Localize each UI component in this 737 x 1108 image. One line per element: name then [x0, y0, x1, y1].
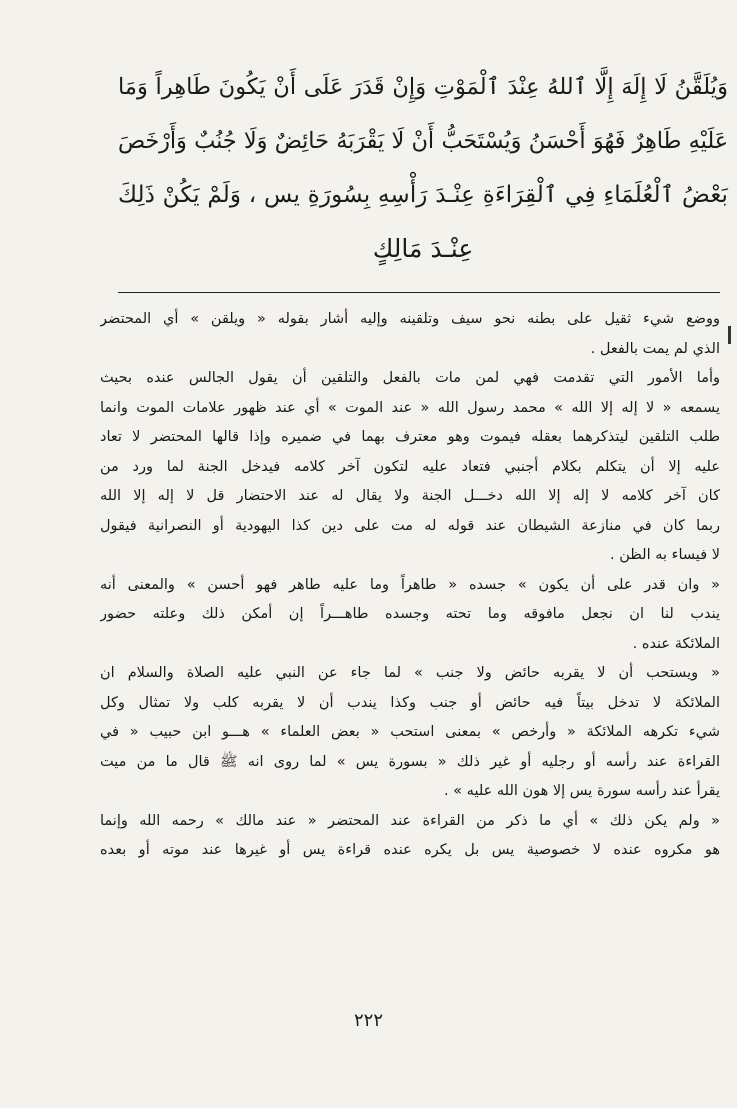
sharh-line: كان آخر كلامه لا إله إلا الله دخـــل الجنة ولا يقال له عند الاحتضار قل لا إله إلا الله	[100, 488, 720, 504]
separator-rule	[118, 292, 720, 293]
sharh-line: ربما كان في منازعة الشيطان عند قوله له مت على دين كذا اليهودية أو النصرانية فيقول	[100, 517, 720, 534]
sharh-line: ووضع شيء ثقيل على بطنه نحو سيف وتلقينه وإليه أشار بقوله « ويلقن » أي المحتضر	[100, 311, 720, 327]
sharh-line: عليه إلا أن يتكلم بكلام أجنبي فتعاد عليه لتكون آخر كلامه فيدخل الجنة لما ورد من	[100, 458, 720, 475]
sharh-line: يسمعه « لا إله إلا الله » محمد رسول الله « عند الموت » أي عند ظهور علامات الموت وانما	[100, 399, 720, 416]
sharh-line: الملائكة لا تدخل بيتاً فيه حائض أو جنب وكذا يندب أن لا يقربه كلب ولا تمثال وكل	[100, 694, 720, 711]
sharh-line: شيء تكرهه الملائكة « وأرخص » بمعنى استحب « بعض العلماء » هـــو ابن حبيب « في	[100, 724, 720, 740]
sharh-line: طلب التلقين ليتذكرهما بعقله فيموت وهو معترف بهما في ضميره وإذا قالها المحتضر لا تعاد	[100, 429, 720, 445]
sharh-line: القراءة عند رأسه أو رجليه أو غير ذلك « بسورة يس » لما روى انه ﷺ قال ما من ميت	[100, 753, 720, 770]
matn-text-block	[118, 60, 728, 276]
sharh-line: « ولم يكن ذلك » أي ما ذكر من القراءة عند المحتضر « عند مالك » رحمه الله وإنما	[100, 812, 720, 829]
sharh-line: الذي لم يمت بالفعل .	[590, 340, 720, 357]
sharh-commentary-block	[100, 305, 720, 866]
sharh-line: يندب لنا ان نجعل مافوقه وما تحته وجسده طاهـــراً إن أمكن ذلك وعلته حضور	[100, 606, 720, 622]
matn-line: وَيُلَقَّنُ لَا إِلَهَ إِلَّا ٱللهُ عِنْدَ ٱلْمَوْتِ وَإِنْ قَدَرَ عَلَى أَنْ يَكُونَ طَاهِراً وَمَا	[118, 74, 728, 100]
sharh-line: لا فيساء به الظن .	[610, 547, 720, 563]
sharh-line: « وان قدر على أن يكون » جسده « طاهراً وما عليه طاهر فهو أحسن » والمعنى أنه	[100, 576, 720, 593]
sharh-line: يقرأ عند رأسه سورة يس إلا هون الله عليه » .	[443, 783, 720, 799]
matn-line: عَلَيْهِ طَاهِرٌ فَهُوَ أَحْسَنُ وَيُسْتَحَبُّ أَنْ لَا يَقْرَبَهُ حَائِضٌ وَلَا جُنُبٌ وَأَرْخَصَ	[118, 128, 728, 154]
sharh-line: « ويستحب أن لا يقربه حائض ولا جنب » لما جاء عن النبي عليه الصلاة والسلام ان	[100, 665, 720, 681]
matn-line: بَعْضُ ٱلْعُلَمَاءِ فِي ٱلْقِرَاءَةِ عِنْـدَ رَأْسِهِ بِسُورَةِ يس ، وَلَمْ يَكُنْ ذَلِكَ	[118, 181, 728, 208]
sharh-line: هو مكروه عنده لا خصوصية يس بل يكره عنده قراءة يس أو غيرها عند موته أو بعده	[100, 842, 720, 858]
sharh-line: الملائكة عنده .	[632, 635, 720, 652]
page-number: ٢٢٢	[353, 1010, 383, 1031]
matn-line: عِنْـدَ مَالِكٍ	[372, 234, 474, 263]
margin-mark	[728, 326, 731, 344]
sharh-line: وأما الأمور التي تقدمت فهي لمن مات بالفعل والتلقين أن يقول الجالس عنده بحيث	[100, 370, 720, 386]
